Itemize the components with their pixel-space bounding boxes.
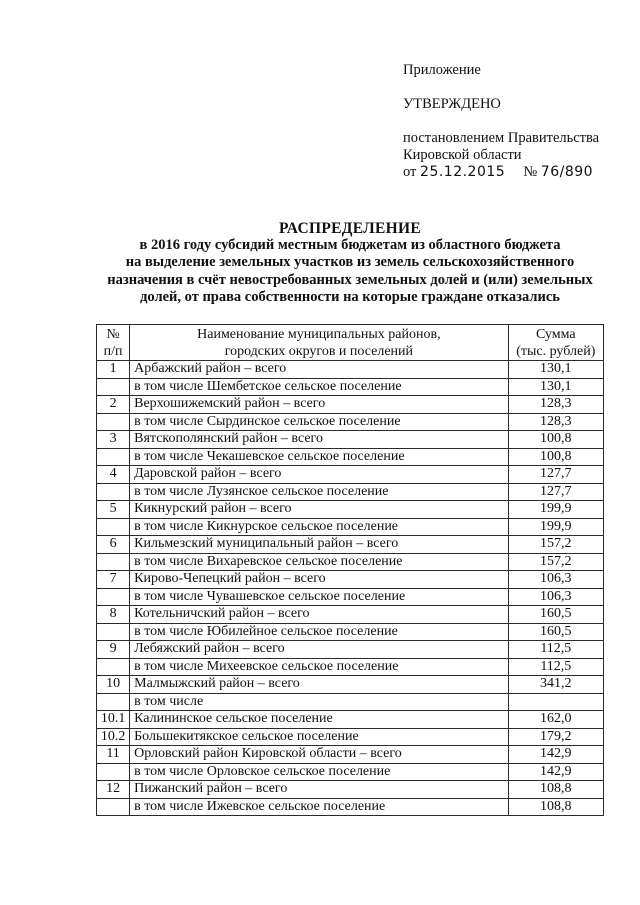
row-number xyxy=(97,518,130,536)
title-line-1: в 2016 году субсидий местным бюджетам из областного бюджета xyxy=(139,237,561,254)
table-row xyxy=(97,536,604,554)
row-number xyxy=(97,378,130,396)
header-number-line-2: п/п xyxy=(103,343,123,359)
title-line-4: долей, от права собственности на которые граждане отказались xyxy=(140,288,560,305)
row-number: 8 xyxy=(97,606,130,624)
row-number: 7 xyxy=(97,571,130,589)
row-number xyxy=(97,553,130,571)
document-title xyxy=(60,220,640,306)
header-name-line-2: городских округов и поселений xyxy=(224,343,414,359)
row-number: 12 xyxy=(97,781,130,799)
row-name: в том числе Ижевское сельское поселение xyxy=(130,798,508,816)
row-name: Кикнурский район – всего xyxy=(130,501,508,519)
row-sum: 108,8 xyxy=(508,798,603,816)
table-row xyxy=(97,763,604,781)
row-sum xyxy=(508,693,603,711)
row-number: 3 xyxy=(97,431,130,449)
title-line-2: на выделение земельных участков из земель сельскохозяйственного xyxy=(125,254,575,271)
row-number: 4 xyxy=(97,466,130,484)
appendix-label: Приложение xyxy=(403,62,481,78)
row-number: 10 xyxy=(97,676,130,694)
row-sum: 128,3 xyxy=(508,413,603,431)
header-name xyxy=(130,325,508,361)
table-row xyxy=(97,798,604,816)
row-sum: 142,9 xyxy=(508,763,603,781)
table-row xyxy=(97,693,604,711)
row-sum: 142,9 xyxy=(508,746,603,764)
row-number xyxy=(97,693,130,711)
decree-line-1: постановлением Правительства xyxy=(403,130,600,146)
row-name: Большекитякское сельское поселение xyxy=(130,728,508,746)
row-number: 6 xyxy=(97,536,130,554)
row-name: в том числе Чекашевское сельское поселение xyxy=(130,448,508,466)
title-line-3: назначения в счёт невостребованных земельных долей и (или) земельных xyxy=(107,271,593,288)
row-sum: 157,2 xyxy=(508,553,603,571)
table-row xyxy=(97,448,604,466)
row-name: в том числе Вихаревское сельское поселение xyxy=(130,553,508,571)
row-name: в том числе Орловское сельское поселение xyxy=(130,763,508,781)
row-name: Вятскополянский район – всего xyxy=(130,431,508,449)
table-row xyxy=(97,431,604,449)
distribution-table xyxy=(96,324,604,816)
row-name: в том числе Кикнурское сельское поселение xyxy=(130,518,508,536)
row-sum: 199,9 xyxy=(508,518,603,536)
row-sum: 157,2 xyxy=(508,536,603,554)
row-name: Орловский район Кировской области – всего xyxy=(130,746,508,764)
row-sum: 128,3 xyxy=(508,396,603,414)
row-name: в том числе Шембетское сельское поселение xyxy=(130,378,508,396)
table-row xyxy=(97,781,604,799)
row-number: 1 xyxy=(97,361,130,379)
row-number: 10.2 xyxy=(97,728,130,746)
table-row xyxy=(97,658,604,676)
header-number-line-1: № xyxy=(106,326,120,342)
header-sum-line-1: Сумма xyxy=(535,326,576,342)
row-number xyxy=(97,448,130,466)
header-name-line-1: Наименование муниципальных районов, xyxy=(197,326,441,342)
decree-number: 76/890 xyxy=(540,164,594,180)
row-name: Арбажский район – всего xyxy=(130,361,508,379)
row-name: в том числе xyxy=(130,693,508,711)
row-number xyxy=(97,763,130,781)
table-row xyxy=(97,588,604,606)
row-number xyxy=(97,658,130,676)
table-row xyxy=(97,728,604,746)
row-name: Даровской район – всего xyxy=(130,466,508,484)
date-prefix: от xyxy=(403,164,417,180)
row-sum: 106,3 xyxy=(508,571,603,589)
row-sum: 112,5 xyxy=(508,658,603,676)
approval-block xyxy=(403,62,599,181)
row-sum: 108,8 xyxy=(508,781,603,799)
header-number xyxy=(97,325,130,361)
row-number: 11 xyxy=(97,746,130,764)
row-sum: 127,7 xyxy=(508,483,603,501)
row-number xyxy=(97,413,130,431)
table-row xyxy=(97,676,604,694)
row-number xyxy=(97,798,130,816)
table-row xyxy=(97,518,604,536)
table-row xyxy=(97,606,604,624)
title-main: РАСПРЕДЕЛЕНИЕ xyxy=(279,220,421,237)
row-sum: 179,2 xyxy=(508,728,603,746)
table-row xyxy=(97,396,604,414)
table-row xyxy=(97,641,604,659)
decree-date: 25.12.2015 xyxy=(420,164,506,180)
row-number: 10.1 xyxy=(97,711,130,729)
row-sum: 160,5 xyxy=(508,623,603,641)
row-sum: 112,5 xyxy=(508,641,603,659)
approved-label: УТВЕРЖДЕНО xyxy=(403,96,501,112)
row-sum: 341,2 xyxy=(508,676,603,694)
row-number: 5 xyxy=(97,501,130,519)
row-sum: 162,0 xyxy=(508,711,603,729)
row-name: в том числе Юбилейное сельское поселение xyxy=(130,623,508,641)
row-name: Кильмезский муниципальный район – всего xyxy=(130,536,508,554)
table-row xyxy=(97,553,604,571)
row-number: 9 xyxy=(97,641,130,659)
table-row xyxy=(97,483,604,501)
table-row xyxy=(97,378,604,396)
table-row xyxy=(97,571,604,589)
decree-date-number xyxy=(403,164,599,181)
table-row xyxy=(97,501,604,519)
table-row xyxy=(97,466,604,484)
table-row xyxy=(97,361,604,379)
table-row xyxy=(97,711,604,729)
row-sum: 106,3 xyxy=(508,588,603,606)
row-sum: 130,1 xyxy=(508,378,603,396)
row-name: в том числе Чувашевское сельское поселение xyxy=(130,588,508,606)
row-number xyxy=(97,588,130,606)
table-header-row xyxy=(97,325,604,361)
row-number xyxy=(97,623,130,641)
row-name: Калининское сельское поселение xyxy=(130,711,508,729)
row-name: в том числе Лузянское сельское поселение xyxy=(130,483,508,501)
row-sum: 100,8 xyxy=(508,431,603,449)
row-sum: 199,9 xyxy=(508,501,603,519)
row-sum: 100,8 xyxy=(508,448,603,466)
row-number xyxy=(97,483,130,501)
row-name: в том числе Сырдинское сельское поселение xyxy=(130,413,508,431)
table-row xyxy=(97,623,604,641)
table-row xyxy=(97,413,604,431)
row-name: Пижанский район – всего xyxy=(130,781,508,799)
row-name: Котельничский район – всего xyxy=(130,606,508,624)
row-sum: 160,5 xyxy=(508,606,603,624)
table-body xyxy=(97,361,604,816)
row-name: Малмыжский район – всего xyxy=(130,676,508,694)
row-name: в том числе Михеевское сельское поселение xyxy=(130,658,508,676)
row-name: Верхошижемский район – всего xyxy=(130,396,508,414)
row-sum: 127,7 xyxy=(508,466,603,484)
row-sum: 130,1 xyxy=(508,361,603,379)
table-row xyxy=(97,746,604,764)
header-sum xyxy=(508,325,603,361)
number-prefix: № xyxy=(523,164,538,180)
decree-line-2: Кировской области xyxy=(403,147,522,163)
row-number: 2 xyxy=(97,396,130,414)
row-name: Кирово-Чепецкий район – всего xyxy=(130,571,508,589)
row-name: Лебяжский район – всего xyxy=(130,641,508,659)
header-sum-line-2: (тыс. рублей) xyxy=(516,343,596,359)
